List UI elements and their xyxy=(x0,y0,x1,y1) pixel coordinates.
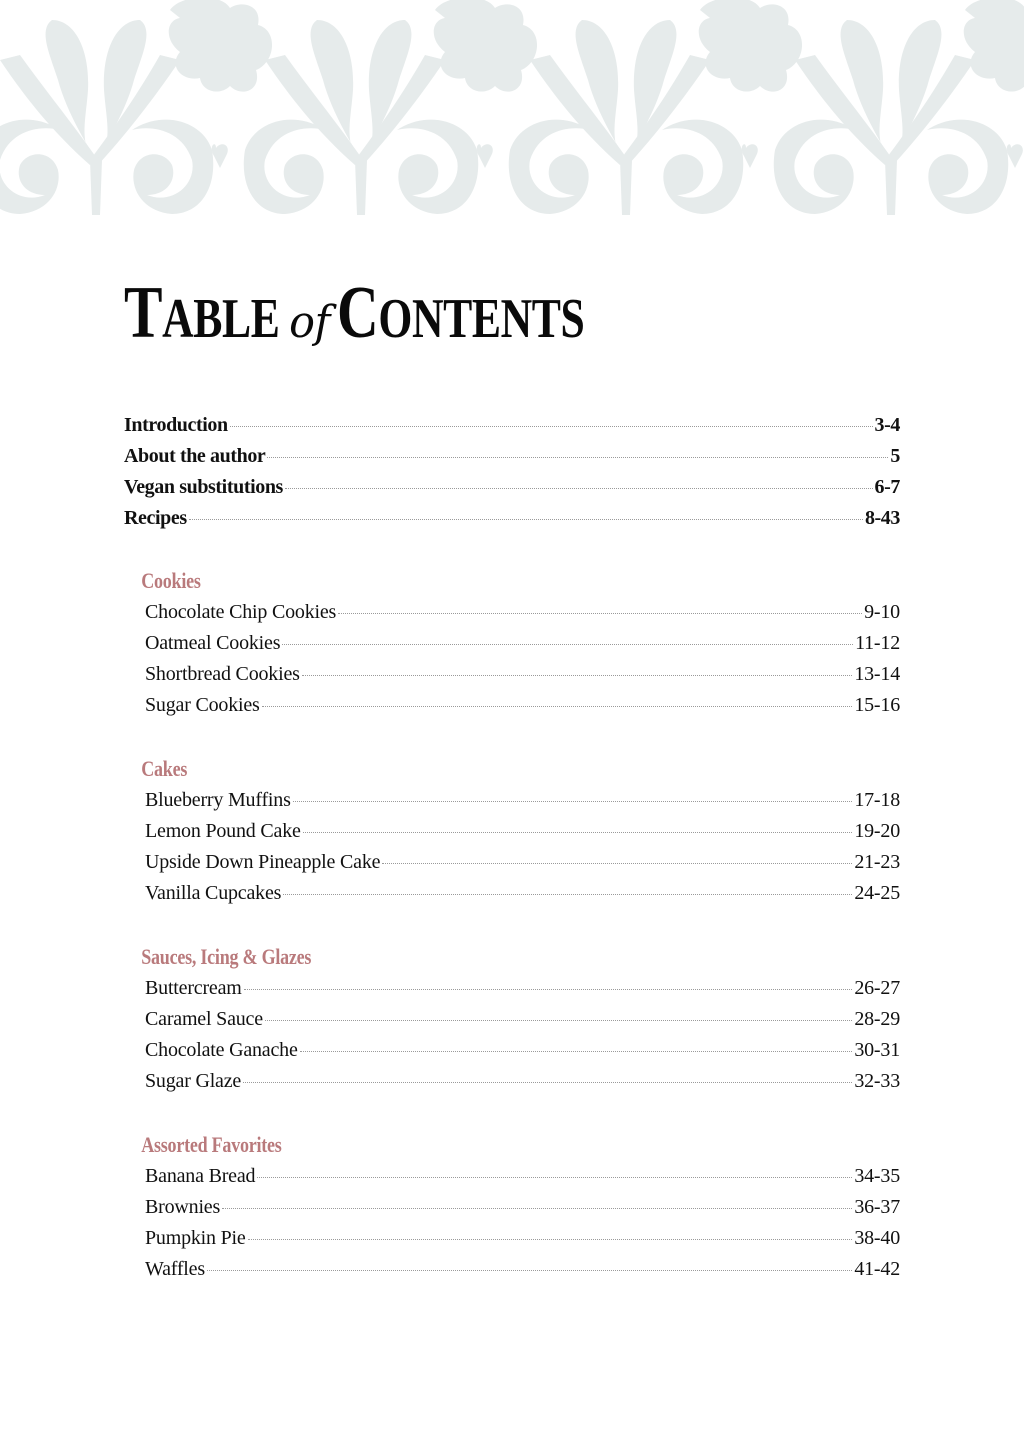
dot-leader xyxy=(283,894,852,895)
damask-ornament-header xyxy=(0,0,1024,218)
title-word2-rest: ONTENTS xyxy=(378,288,585,350)
entry-label: Recipes xyxy=(124,507,187,529)
dot-leader xyxy=(267,457,888,458)
toc-item[interactable] xyxy=(124,1004,900,1035)
section-assorted-favorites xyxy=(124,1128,900,1285)
toc-item[interactable] xyxy=(124,1254,900,1285)
item-label: Lemon Pound Cake xyxy=(145,820,301,842)
dot-leader xyxy=(285,488,873,489)
dot-leader xyxy=(243,1082,852,1083)
item-pages: 28-29 xyxy=(854,1008,900,1030)
item-label: Pumpkin Pie xyxy=(145,1227,246,1249)
toc-entry-vegan-substitutions[interactable] xyxy=(124,472,900,503)
toc-entry-about-the-author[interactable] xyxy=(124,441,900,472)
item-label: Shortbread Cookies xyxy=(145,663,300,685)
title-word1-rest: ABLE xyxy=(162,288,280,350)
dot-leader xyxy=(265,1020,852,1021)
item-label: Caramel Sauce xyxy=(145,1008,263,1030)
item-pages: 11-12 xyxy=(855,632,900,654)
dot-leader xyxy=(303,832,853,833)
item-label: Upside Down Pineapple Cake xyxy=(145,851,381,873)
toc-item[interactable] xyxy=(124,816,900,847)
item-pages: 36-37 xyxy=(854,1196,900,1218)
toc-item[interactable] xyxy=(124,973,900,1004)
item-label: Brownies xyxy=(145,1196,221,1218)
page-title xyxy=(124,272,585,354)
section-heading: Sauces, Icing & Glazes xyxy=(141,944,312,969)
dot-leader xyxy=(302,675,853,676)
entry-label: About the author xyxy=(124,445,266,467)
item-pages: 38-40 xyxy=(854,1227,900,1249)
toc-item[interactable] xyxy=(124,878,900,909)
toc-item[interactable] xyxy=(124,1192,900,1223)
item-label: Sugar Cookies xyxy=(145,694,260,716)
toc-item[interactable] xyxy=(124,659,900,690)
section-heading: Cookies xyxy=(141,568,201,593)
item-label: Sugar Glaze xyxy=(145,1070,242,1092)
dot-leader xyxy=(222,1208,852,1209)
item-pages: 15-16 xyxy=(854,694,900,716)
section-cakes xyxy=(124,752,900,909)
table-of-contents xyxy=(124,410,900,1316)
section-sauces-icing-glazes xyxy=(124,940,900,1097)
item-pages: 30-31 xyxy=(854,1039,900,1061)
entry-pages: 6-7 xyxy=(874,476,900,498)
item-label: Blueberry Muffins xyxy=(145,789,291,811)
dot-leader xyxy=(300,1051,853,1052)
entry-pages: 3-4 xyxy=(874,414,900,436)
toc-item[interactable] xyxy=(124,628,900,659)
dot-leader xyxy=(257,1177,852,1178)
title-connector: of xyxy=(289,297,331,348)
dot-leader xyxy=(382,863,852,864)
entry-label: Vegan substitutions xyxy=(124,476,283,498)
toc-item[interactable] xyxy=(124,597,900,628)
item-pages: 26-27 xyxy=(854,977,900,999)
dot-leader xyxy=(293,801,853,802)
entry-label: Introduction xyxy=(124,414,228,436)
title-word2-initial: C xyxy=(337,272,379,354)
item-pages: 9-10 xyxy=(864,601,900,623)
entry-pages: 5 xyxy=(890,445,900,467)
item-label: Waffles xyxy=(145,1258,205,1280)
toc-item[interactable] xyxy=(124,785,900,816)
item-pages: 13-14 xyxy=(854,663,900,685)
toc-item[interactable] xyxy=(124,847,900,878)
item-label: Vanilla Cupcakes xyxy=(145,882,282,904)
item-label: Buttercream xyxy=(145,977,242,999)
item-pages: 32-33 xyxy=(854,1070,900,1092)
item-label: Chocolate Chip Cookies xyxy=(145,601,337,623)
dot-leader xyxy=(230,426,873,427)
dot-leader xyxy=(244,989,853,990)
title-word1-initial: T xyxy=(124,272,163,354)
entry-pages: 8-43 xyxy=(864,507,900,529)
dot-leader xyxy=(207,1270,852,1271)
item-label: Oatmeal Cookies xyxy=(145,632,281,654)
dot-leader xyxy=(189,519,863,520)
main-entries xyxy=(124,410,900,534)
item-pages: 24-25 xyxy=(854,882,900,904)
toc-item[interactable] xyxy=(124,690,900,721)
item-pages: 41-42 xyxy=(854,1258,900,1280)
item-pages: 34-35 xyxy=(854,1165,900,1187)
section-cookies xyxy=(124,564,900,721)
toc-item[interactable] xyxy=(124,1223,900,1254)
item-label: Chocolate Ganache xyxy=(145,1039,298,1061)
item-pages: 21-23 xyxy=(854,851,900,873)
item-pages: 17-18 xyxy=(854,789,900,811)
item-pages: 19-20 xyxy=(854,820,900,842)
toc-item[interactable] xyxy=(124,1066,900,1097)
dot-leader xyxy=(248,1239,853,1240)
dot-leader xyxy=(338,613,862,614)
toc-item[interactable] xyxy=(124,1035,900,1066)
item-label: Banana Bread xyxy=(145,1165,256,1187)
toc-entry-introduction[interactable] xyxy=(124,410,900,441)
dot-leader xyxy=(282,644,853,645)
section-heading: Assorted Favorites xyxy=(141,1132,282,1157)
dot-leader xyxy=(262,706,853,707)
toc-entry-recipes[interactable] xyxy=(124,503,900,534)
damask-scroll-icon xyxy=(0,0,1024,218)
toc-item[interactable] xyxy=(124,1161,900,1192)
section-heading: Cakes xyxy=(141,756,188,781)
